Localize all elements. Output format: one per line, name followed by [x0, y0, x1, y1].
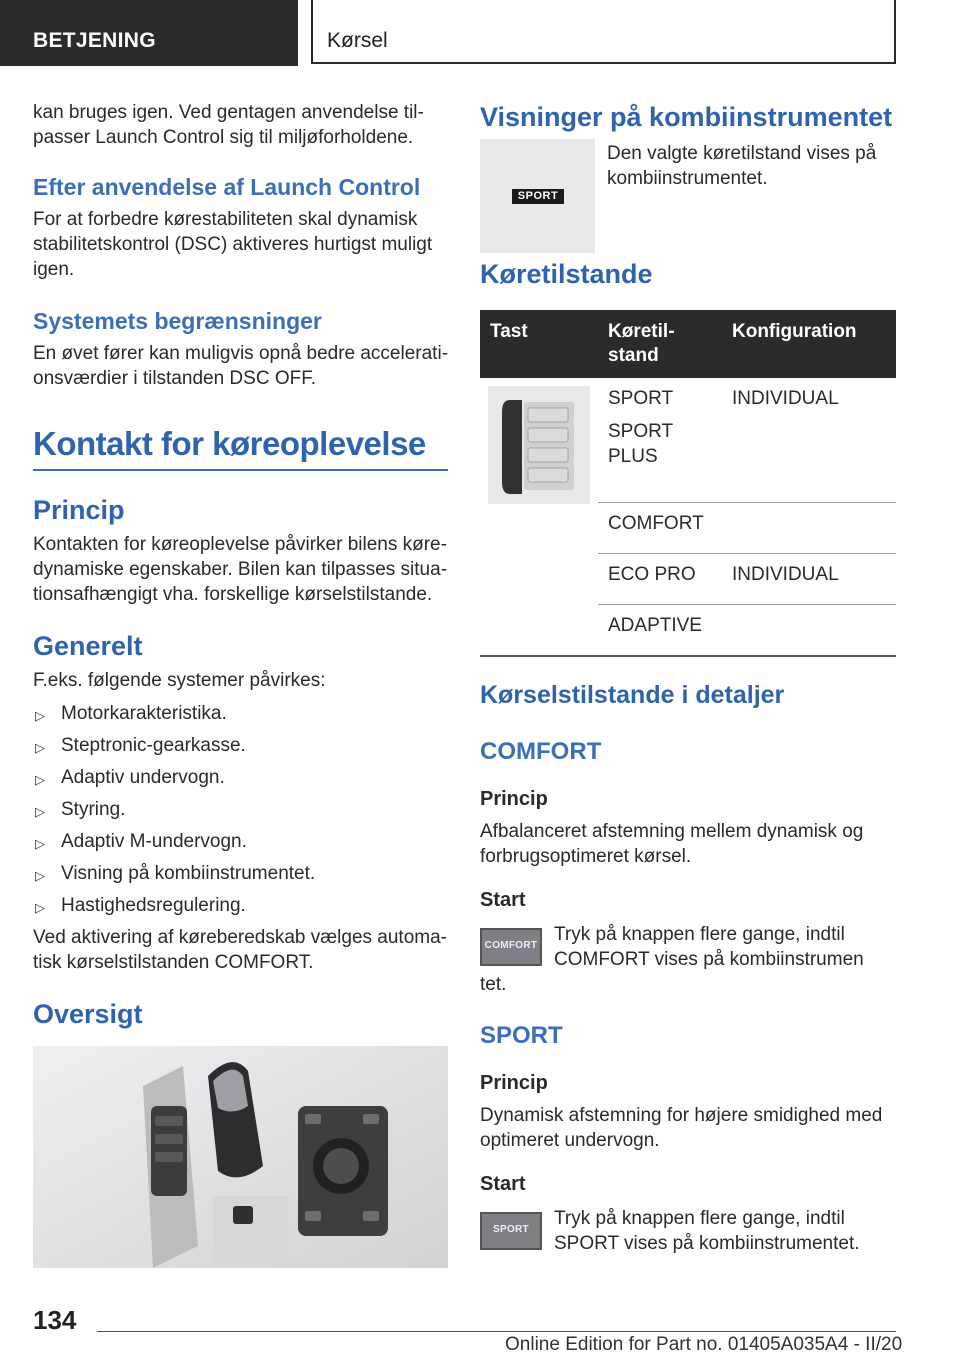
config-cell: INDIVIDUAL — [722, 553, 896, 604]
triangle-bullet-icon: ▷ — [35, 740, 45, 755]
mode-cell: ADAPTIVE — [598, 604, 722, 656]
page-footer — [0, 1296, 960, 1362]
comfort-princip-label: Princip — [480, 788, 548, 810]
list-item: ▷ Adaptiv M-undervogn. — [33, 829, 448, 854]
oversigt-heading: Oversigt — [33, 999, 143, 1029]
section-label: BETJENING — [0, 0, 298, 66]
after-launch-heading: Efter anvendelse af Launch Control — [33, 174, 421, 200]
table-header-row — [480, 310, 896, 378]
sport-princip-text: Dynamisk afstemning for højere smidighed med optimeret undervogn. — [480, 1105, 883, 1151]
footer-divider — [97, 1331, 896, 1332]
triangle-bullet-icon: ▷ — [35, 804, 45, 819]
table-header-config: Konfiguration — [722, 310, 896, 378]
comfort-start-block — [480, 922, 896, 998]
display-block — [480, 139, 896, 255]
list-item: ▷ Hastighedsregulering. — [33, 893, 448, 918]
sport-start-label: Start — [480, 1173, 526, 1195]
triangle-bullet-icon: ▷ — [35, 836, 45, 851]
triangle-bullet-icon: ▷ — [35, 900, 45, 915]
princip-text: Kontakten for køreoplevelse påvirker bilens køredynamiske egenskaber. Bilen kan tilpasses situationsafhængigt vha. forskellige kørselstilstande. — [33, 534, 448, 605]
comfort-start-label: Start — [480, 889, 526, 911]
config-cell — [722, 502, 896, 553]
sport-start-text: Tryk på knappen flere gange, indtil SPORT vises på kombiinstrumentet. — [554, 1208, 860, 1254]
intro-text: kan bruges igen. Ved gentagen anvendelse tilpasser Launch Control sig til miljøforholdene. — [33, 102, 424, 148]
sport-button-image: SPORT — [480, 1212, 542, 1250]
edition-text: Online Edition for Part no. 01405A035A4 - II/20 — [505, 1334, 903, 1355]
main-heading: Kontakt for køreoplevelse — [33, 425, 448, 471]
comfort-princip-text: Afbalanceret afstemning mellem dynamisk og forbrugsoptimeret kørsel. — [480, 821, 864, 867]
sport-princip-label: Princip — [480, 1072, 548, 1094]
center-console-illustration — [33, 1046, 448, 1268]
list-item: ▷ Motorkarakteristika. — [33, 701, 448, 726]
after-launch-text: For at forbedre kørestabiliteten skal dynamisk stabilitetskontrol (DSC) aktiveres hurtigst muligt igen. — [33, 209, 433, 280]
comfort-start-text: Tryk på knappen flere gange, indtil COMFORT vises på kombiinstrumen — [554, 924, 864, 970]
generelt-text: F.eks. følgende systemer påvirkes: — [33, 670, 326, 691]
list-item: ▷ Visning på kombiinstrumentet. — [33, 861, 448, 886]
table-header-mode: Køretilstand — [598, 310, 722, 378]
limits-text: En øvet fører kan muligvis opnå bedre accelerationsværdier i tilstanden DSC OFF. — [33, 343, 449, 389]
instrument-display-image — [480, 139, 595, 253]
triangle-bullet-icon: ▷ — [35, 868, 45, 883]
sport-start-block — [480, 1206, 896, 1266]
page-header — [0, 0, 960, 66]
generelt-after-text: Ved aktivering af køreberedskab vælges automatisk kørselstilstanden COMFORT. — [33, 927, 447, 973]
chapter-label: Kørsel — [311, 0, 896, 64]
list-item: ▷ Styring. — [33, 797, 448, 822]
table-row — [480, 378, 896, 502]
triangle-bullet-icon: ▷ — [35, 772, 45, 787]
drive-mode-switch-image — [480, 378, 598, 656]
table-header-tast: Tast — [480, 310, 598, 378]
generelt-heading: Generelt — [33, 631, 143, 661]
detail-heading: Kørselstilstande i detaljer — [480, 681, 785, 709]
display-text: Den valgte køretilstand vises på kombiinstrumentet. — [607, 143, 877, 189]
modes-heading: Køretilstande — [480, 259, 653, 289]
affected-systems-list — [33, 701, 448, 918]
mode-cell: ECO PRO — [598, 553, 722, 604]
page-number: 134 — [33, 1305, 77, 1335]
comfort-start-text-cont: tet. — [480, 974, 507, 995]
list-item: ▷ Adaptiv undervogn. — [33, 765, 448, 790]
mode-cell: SPORT SPORT PLUS — [598, 378, 722, 502]
sport-heading: SPORT — [480, 1022, 563, 1049]
modes-table — [480, 310, 896, 657]
princip-heading: Princip — [33, 495, 125, 525]
list-item: ▷ Steptronic-gearkasse. — [33, 733, 448, 758]
left-column — [33, 100, 448, 1268]
display-heading: Visninger på kombiinstrumentet — [480, 102, 893, 132]
triangle-bullet-icon: ▷ — [35, 708, 45, 723]
comfort-button-image: COMFORT — [480, 928, 542, 966]
limits-heading: Systemets begrænsninger — [33, 308, 322, 334]
drive-mode-buttons-illustration — [480, 378, 598, 648]
sport-display-badge: SPORT — [512, 189, 564, 204]
mode-cell: COMFORT — [598, 502, 722, 553]
config-cell — [722, 604, 896, 656]
right-column — [480, 100, 896, 1266]
center-console-photo — [33, 1046, 448, 1268]
config-cell: INDIVIDUAL — [722, 378, 896, 502]
comfort-heading: COMFORT — [480, 738, 602, 765]
